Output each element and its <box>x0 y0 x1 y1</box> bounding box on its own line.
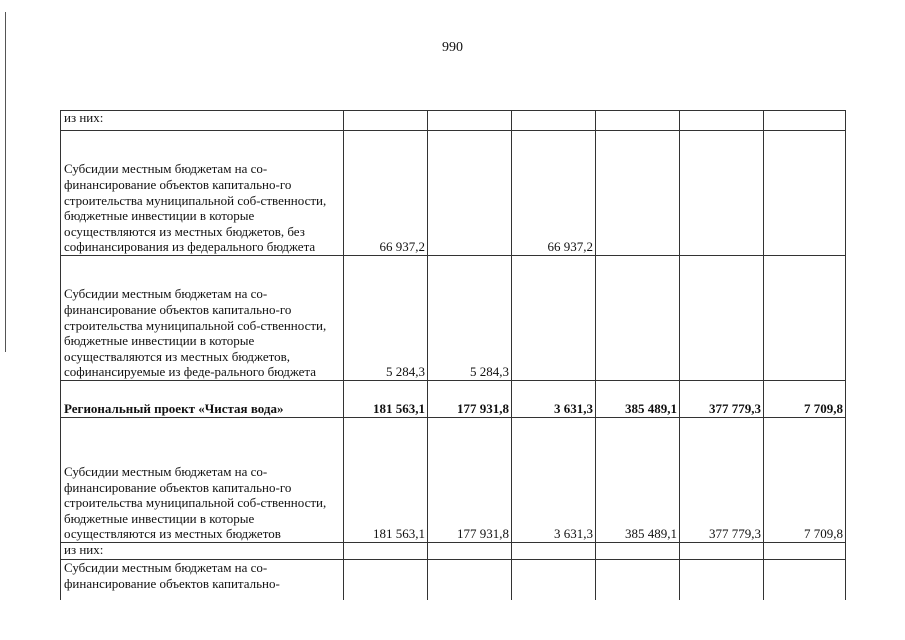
value-cell <box>344 111 428 131</box>
value-cell: 385 489,1 <box>596 381 680 418</box>
value-cell: 177 931,8 <box>428 418 512 543</box>
value-cell: 177 931,8 <box>428 381 512 418</box>
value-cell <box>428 543 512 560</box>
value-cell <box>680 256 764 381</box>
value-cell: 3 631,3 <box>512 418 596 543</box>
table-row <box>61 560 846 600</box>
value-cell <box>596 256 680 381</box>
page-number: 990 <box>442 40 463 55</box>
value-cell <box>764 111 846 131</box>
row-description: Субсидии местным бюджетам на со-финансирование объектов капитально-го строительства муниципальной соб-ственности, бюджетные инвестиции в которые осуществаляются из местных бюджетов, софинансируемые из феде-рального бюджета <box>61 256 344 381</box>
value-cell <box>596 131 680 256</box>
value-cell <box>596 111 680 131</box>
value-cell <box>428 131 512 256</box>
page-edge-rule <box>5 12 6 352</box>
value-cell <box>512 543 596 560</box>
value-cell <box>512 560 596 600</box>
value-cell: 385 489,1 <box>596 418 680 543</box>
value-cell: 181 563,1 <box>344 381 428 418</box>
value-cell <box>512 111 596 131</box>
value-cell <box>512 256 596 381</box>
row-description: Субсидии местным бюджетам на со-финансирование объектов капитально-го строительства муниципальной соб-ственности, бюджетные инвестиции в которые осуществляются из местных бюджетов, без софинансирования из федерального бюджета <box>61 131 344 256</box>
value-cell: 66 937,2 <box>512 131 596 256</box>
table-row <box>61 111 846 131</box>
value-cell <box>680 131 764 256</box>
value-cell: 3 631,3 <box>512 381 596 418</box>
value-cell <box>344 543 428 560</box>
value-cell <box>344 560 428 600</box>
value-cell: 377 779,3 <box>680 381 764 418</box>
value-cell: 5 284,3 <box>344 256 428 381</box>
row-description: Субсидии местным бюджетам на со-финансирование объектов капитально-го строительства муниципальной соб-ственности, бюджетные инвестиции в которые осуществляются из местных бюджетов <box>61 418 344 543</box>
table-row <box>61 381 846 418</box>
value-cell <box>428 560 512 600</box>
table-row <box>61 131 846 256</box>
table-row <box>61 418 846 543</box>
value-cell <box>596 560 680 600</box>
table-row <box>61 543 846 560</box>
value-cell <box>764 560 846 600</box>
value-cell <box>680 560 764 600</box>
table-row <box>61 256 846 381</box>
value-cell: 66 937,2 <box>344 131 428 256</box>
value-cell: 7 709,8 <box>764 418 846 543</box>
budget-table <box>60 110 846 600</box>
value-cell <box>764 256 846 381</box>
value-cell <box>764 131 846 256</box>
value-cell: 377 779,3 <box>680 418 764 543</box>
row-description: из них: <box>61 543 344 560</box>
value-cell <box>680 543 764 560</box>
value-cell <box>680 111 764 131</box>
value-cell <box>764 543 846 560</box>
value-cell <box>596 543 680 560</box>
value-cell: 181 563,1 <box>344 418 428 543</box>
value-cell: 7 709,8 <box>764 381 846 418</box>
row-description: Субсидии местным бюджетам на со-финансирование объектов капитально- <box>61 560 344 600</box>
row-description: из них: <box>61 111 344 131</box>
value-cell: 5 284,3 <box>428 256 512 381</box>
row-description: Региональный проект «Чистая вода» <box>61 381 344 418</box>
value-cell <box>428 111 512 131</box>
